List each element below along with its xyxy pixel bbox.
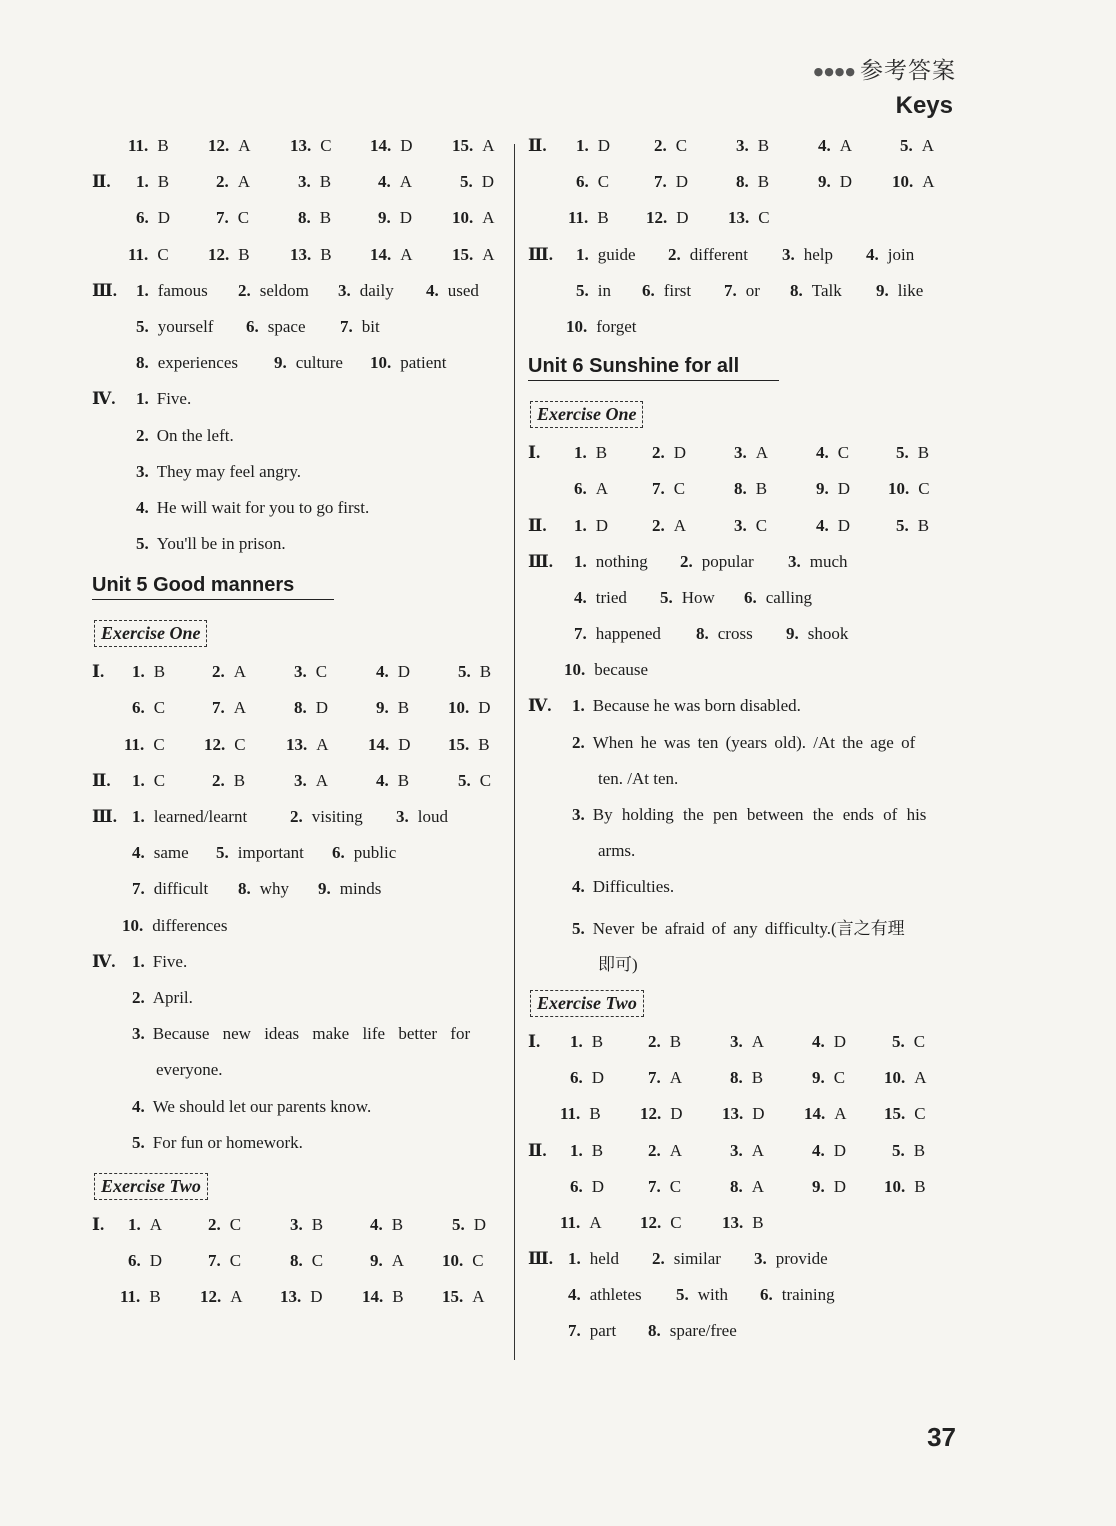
answer-item: 2. similar — [652, 1249, 721, 1269]
answer-row — [92, 1097, 514, 1133]
answer-text: 5. You'll be in prison. — [136, 534, 286, 554]
answer-row — [92, 952, 514, 988]
answer-item: 6. D — [128, 1251, 163, 1271]
answer-item: 11. A — [560, 1212, 602, 1232]
answer-text-continued: arms. — [598, 841, 636, 861]
section-numeral: Ⅲ. — [528, 551, 553, 571]
answer-item: 4. A — [818, 136, 853, 155]
answer-text: 1. Five. — [132, 951, 188, 971]
answer-text: 3. By holding the pen between the ends of his — [572, 805, 927, 824]
answer-row — [528, 1032, 956, 1068]
answer-item: 12. C — [640, 1212, 682, 1232]
answer-row — [92, 208, 514, 244]
answer-item: 7. C — [208, 1251, 242, 1271]
answer-item: 6. public — [332, 843, 397, 863]
answer-text: 1. Five. — [136, 389, 192, 409]
answer-row — [528, 733, 956, 769]
answer-item: 5. in — [576, 280, 611, 300]
answer-text-continued: ten. /At ten. — [598, 768, 679, 788]
answer-item: 9. C — [812, 1068, 846, 1088]
answer-text: 5. For fun or homework. — [132, 1132, 303, 1152]
answer-item: 1. A — [128, 1214, 163, 1234]
section-numeral: Ⅰ. — [92, 662, 105, 682]
answer-item: 10. patient — [370, 353, 447, 373]
answer-item: 6. A — [574, 479, 609, 499]
answer-item: 4. D — [376, 662, 411, 682]
answer-item: 3. B — [290, 1214, 324, 1234]
answer-item: 8. B — [298, 208, 332, 228]
exercise-label: Exercise Two — [94, 1173, 208, 1200]
answer-item: 9. D — [816, 479, 851, 499]
answer-item: 8. cross — [696, 624, 753, 644]
answer-row — [528, 443, 956, 479]
exercise-label: Exercise One — [94, 620, 207, 647]
answer-item: 10. D — [448, 698, 491, 718]
answer-row — [92, 172, 514, 208]
answer-item: 3. loud — [396, 807, 448, 826]
answer-item: 5. A — [900, 136, 935, 155]
answer-item: 2. A — [652, 515, 687, 535]
answer-item: 11. C — [128, 244, 169, 264]
answer-item: 10. C — [888, 479, 930, 499]
answer-item: 13. B — [722, 1212, 764, 1232]
header-title-text: 参考答案 — [860, 58, 956, 84]
answer-item: 8. B — [736, 172, 770, 192]
answer-item: 6. D — [570, 1176, 605, 1196]
answer-item: 12. A — [208, 136, 251, 155]
answer-item: 2. seldom — [238, 280, 309, 300]
answer-item: 6. space — [246, 316, 306, 336]
page-header-keys: Keys — [895, 92, 953, 119]
unit-title-text: Unit 5 Good manners — [92, 574, 334, 600]
answer-item: 8. D — [294, 698, 329, 718]
answer-item: 9. shook — [786, 624, 849, 644]
answer-item: 8. C — [290, 1251, 324, 1271]
answer-item: 14. D — [368, 734, 411, 754]
answer-item: 2. different — [668, 244, 748, 264]
answer-row — [92, 988, 514, 1024]
answer-item: 9. D — [812, 1176, 847, 1196]
answer-row — [528, 1141, 956, 1177]
answer-row — [528, 516, 956, 552]
unit-title — [92, 574, 514, 616]
answer-text-continued: everyone. — [156, 1060, 223, 1080]
answer-item: 8. spare/free — [648, 1321, 737, 1341]
answer-item: 12. B — [208, 244, 250, 264]
answer-row — [92, 807, 514, 843]
answer-item: 9. D — [378, 208, 413, 228]
answer-item: 7. D — [654, 172, 689, 192]
answer-text-continued: 即可) — [598, 954, 638, 974]
answer-item: 4. join — [866, 244, 915, 264]
answer-text: 4. Difficulties. — [572, 877, 675, 897]
answer-item: 14. D — [370, 136, 413, 155]
exercise-heading — [92, 616, 514, 662]
answer-item: 2. A — [648, 1140, 683, 1160]
answer-item: 10. because — [564, 660, 649, 680]
answer-row — [528, 624, 956, 660]
answer-item: 3. A — [734, 443, 769, 463]
answer-item: 10. A — [884, 1068, 927, 1088]
answer-item: 5. yourself — [136, 316, 214, 336]
answer-text: 3. They may feel angry. — [136, 461, 302, 481]
answer-item: 1. nothing — [574, 551, 648, 571]
answer-item: 8. Talk — [790, 280, 842, 300]
answer-item: 1. famous — [136, 280, 208, 300]
answer-item: 7. bit — [340, 316, 380, 336]
answer-row — [528, 1249, 956, 1285]
answer-item: 13. D — [722, 1104, 765, 1124]
answer-item: 1. B — [574, 443, 608, 463]
answer-row — [528, 1177, 956, 1213]
answer-item: 6. calling — [744, 587, 813, 607]
answer-row — [92, 735, 514, 771]
answer-item: 13. C — [290, 136, 332, 155]
answer-item: 13. B — [290, 244, 332, 264]
answer-row — [92, 136, 514, 172]
answer-item: 2. B — [212, 770, 246, 790]
answer-item: 4. same — [132, 843, 189, 863]
answer-item: 6. training — [760, 1285, 835, 1305]
answer-item: 5. How — [660, 587, 715, 607]
answer-item: 5. with — [676, 1285, 728, 1305]
answer-item: 6. C — [576, 172, 610, 192]
answer-row — [528, 1285, 956, 1321]
answer-item: 5. C — [458, 770, 492, 790]
answer-item: 3. A — [730, 1140, 765, 1160]
answer-item: 8. experiences — [136, 353, 238, 373]
answer-row — [92, 534, 514, 570]
answer-text: 4. We should let our parents know. — [132, 1096, 372, 1116]
page-number: 37 — [927, 1422, 956, 1452]
answer-item: 15. B — [448, 734, 490, 754]
answer-text: 2. April. — [132, 987, 193, 1007]
answer-item: 2. visiting — [290, 807, 363, 826]
answer-item: 14. A — [370, 244, 413, 264]
answer-item: 7. happened — [574, 624, 661, 644]
answer-item: 3. C — [734, 515, 768, 535]
answer-item: 9. B — [376, 698, 410, 718]
section-numeral: Ⅲ. — [92, 280, 117, 300]
section-numeral: Ⅲ. — [528, 244, 553, 264]
section-numeral: Ⅰ. — [528, 1031, 541, 1051]
section-numeral: Ⅰ. — [528, 443, 541, 463]
answer-item: 6. D — [136, 208, 171, 228]
answer-row — [92, 879, 514, 915]
answer-item: 4. D — [812, 1140, 847, 1160]
unit-title-text: Unit 6 Sunshine for all — [528, 355, 779, 381]
divider-line — [514, 144, 515, 1360]
answer-item: 12. C — [204, 734, 246, 754]
answer-item: 15. C — [884, 1104, 926, 1124]
answer-item: 13. D — [280, 1287, 323, 1307]
answer-item: 6. first — [642, 280, 692, 300]
answer-item: 5. B — [458, 662, 492, 682]
answer-item: 4. used — [426, 280, 479, 300]
answer-item: 1. D — [574, 515, 609, 535]
answer-item: 10. A — [452, 208, 495, 228]
page-header-title — [814, 52, 956, 85]
answer-row — [528, 805, 956, 841]
answer-row — [528, 245, 956, 281]
exercise-heading — [92, 1169, 514, 1215]
section-numeral: Ⅳ. — [92, 951, 116, 971]
answer-item: 1. B — [132, 662, 166, 682]
section-numeral: Ⅳ. — [92, 389, 116, 409]
answer-item: 8. B — [734, 479, 768, 499]
section-numeral: Ⅱ. — [92, 172, 111, 192]
answer-row — [92, 281, 514, 317]
exercise-label: Exercise One — [530, 401, 643, 428]
section-numeral: Ⅱ. — [528, 515, 547, 535]
answer-item: 11. B — [568, 208, 609, 228]
right-column — [528, 136, 956, 1358]
answer-item: 15. A — [452, 244, 495, 264]
answer-item: 14. A — [804, 1104, 847, 1124]
answer-row — [528, 172, 956, 208]
exercise-heading — [528, 397, 956, 443]
answer-row — [528, 769, 956, 805]
answer-row — [92, 426, 514, 462]
answer-item: 4. A — [378, 172, 413, 192]
answer-item: 3. A — [730, 1031, 765, 1051]
answer-row — [528, 317, 956, 353]
section-numeral: Ⅲ. — [92, 807, 117, 826]
answer-item: 4. B — [370, 1214, 404, 1234]
answer-row — [528, 877, 956, 913]
answer-text: 1. Because he was born disabled. — [572, 696, 801, 716]
answer-item: 9. D — [818, 172, 853, 192]
answer-row — [92, 843, 514, 879]
answer-item: 10. differences — [122, 915, 228, 935]
answer-text: 3. Because new ideas make life better for — [132, 1024, 471, 1044]
answer-row — [92, 353, 514, 389]
answer-item: 3. daily — [338, 280, 394, 300]
answer-item: 10. forget — [566, 316, 637, 336]
answer-text: 4. He will wait for you to go first. — [136, 497, 370, 517]
answer-row — [92, 1287, 514, 1323]
answer-row — [528, 208, 956, 244]
answer-item: 1. held — [568, 1249, 620, 1269]
answer-item: 7. or — [724, 280, 760, 300]
answer-item: 9. A — [370, 1251, 405, 1271]
answer-item: 1. B — [570, 1140, 604, 1160]
answer-item: 7. C — [652, 479, 686, 499]
answer-row — [92, 698, 514, 734]
answer-row — [92, 1024, 514, 1060]
answer-row — [92, 1251, 514, 1287]
answer-item: 3. help — [782, 244, 834, 264]
answer-item: 15. A — [442, 1287, 485, 1307]
answer-item: 12. D — [640, 1104, 683, 1124]
unit-title — [528, 355, 956, 397]
answer-item: 1. guide — [576, 244, 636, 264]
answer-item: 3. C — [294, 662, 328, 682]
answer-item: 3. much — [788, 551, 848, 571]
answer-item: 2. popular — [680, 551, 754, 571]
answer-item: 4. C — [816, 443, 850, 463]
answer-row — [92, 1060, 514, 1096]
answer-item: 8. why — [238, 879, 290, 899]
answer-item: 1. B — [136, 172, 170, 192]
answer-item: 13. C — [728, 208, 770, 228]
answer-item: 2. C — [208, 1214, 242, 1234]
answer-item: 10. C — [442, 1251, 484, 1271]
answer-item: 10. A — [892, 172, 935, 192]
answer-text: 2. When he was ten (years old). /At the age of — [572, 732, 916, 752]
answer-item: 1. D — [576, 136, 611, 155]
answer-row — [92, 1133, 514, 1169]
answer-item: 9. like — [876, 280, 924, 300]
section-numeral: Ⅰ. — [92, 1214, 105, 1234]
answer-item: 6. C — [132, 698, 166, 718]
answer-row — [528, 660, 956, 696]
answer-item: 1. B — [570, 1031, 604, 1051]
answer-item: 12. A — [200, 1287, 243, 1307]
section-numeral: Ⅲ. — [528, 1249, 553, 1269]
answer-item: 7. C — [216, 208, 250, 228]
answer-row — [92, 245, 514, 281]
answer-item: 3. B — [298, 172, 332, 192]
answer-item: 4. tried — [574, 587, 627, 607]
answer-item: 11. B — [120, 1287, 161, 1307]
answer-item: 3. A — [294, 770, 329, 790]
answer-row — [528, 281, 956, 317]
answer-row — [92, 1215, 514, 1251]
answer-item: 7. A — [648, 1068, 683, 1088]
section-numeral: Ⅱ. — [528, 1140, 547, 1160]
answer-text: 2. On the left. — [136, 425, 234, 445]
answer-item: 9. minds — [318, 879, 382, 899]
answer-item: 11. C — [124, 734, 165, 754]
answer-item: 2. C — [654, 136, 688, 155]
answer-item: 9. culture — [274, 353, 343, 373]
answer-item: 4. athletes — [568, 1285, 642, 1305]
answer-row — [528, 950, 956, 986]
answer-item: 8. A — [730, 1176, 765, 1196]
section-numeral: Ⅱ. — [92, 770, 111, 790]
answer-item: 15. A — [452, 136, 495, 155]
answer-item: 7. part — [568, 1321, 617, 1341]
answer-row — [528, 914, 956, 950]
answer-item: 5. D — [460, 172, 495, 192]
answer-row — [92, 317, 514, 353]
answer-item: 2. A — [216, 172, 251, 192]
answer-row — [528, 1321, 956, 1357]
answer-row — [92, 771, 514, 807]
answer-item: 2. D — [652, 443, 687, 463]
answer-row — [92, 462, 514, 498]
answer-item: 5. D — [452, 1214, 487, 1234]
answer-item: 3. provide — [754, 1249, 828, 1269]
section-numeral: Ⅳ. — [528, 696, 552, 716]
answer-item: 7. A — [212, 698, 247, 718]
answer-item: 14. B — [362, 1287, 404, 1307]
answer-item: 3. B — [736, 136, 770, 155]
answer-row — [92, 662, 514, 698]
answer-item: 1. C — [132, 770, 166, 790]
answer-item: 13. A — [286, 734, 329, 754]
answer-item: 5. B — [892, 1140, 926, 1160]
header-dots: ●●●● — [813, 65, 856, 78]
exercise-label: Exercise Two — [530, 990, 644, 1017]
answer-row — [528, 1104, 956, 1140]
answer-item: 1. learned/learnt — [132, 807, 248, 826]
answer-item: 10. B — [884, 1176, 926, 1196]
answer-item: 5. B — [896, 443, 930, 463]
answer-item: 4. D — [812, 1031, 847, 1051]
answer-item: 4. D — [816, 515, 851, 535]
answer-row — [528, 696, 956, 732]
answer-row — [528, 552, 956, 588]
answer-item: 2. A — [212, 662, 247, 682]
answer-row — [528, 479, 956, 515]
answer-row — [528, 1213, 956, 1249]
section-numeral: Ⅱ. — [528, 136, 547, 155]
answer-row — [528, 588, 956, 624]
answer-row — [92, 389, 514, 425]
answer-item: 6. D — [570, 1068, 605, 1088]
answer-row — [528, 841, 956, 877]
answer-item: 4. B — [376, 770, 410, 790]
answer-item: 2. B — [648, 1031, 682, 1051]
answer-row — [92, 498, 514, 534]
answer-item: 5. B — [896, 515, 930, 535]
answer-item: 12. D — [646, 208, 689, 228]
answer-item: 7. C — [648, 1176, 682, 1196]
left-column — [92, 136, 514, 1323]
answer-row — [528, 1068, 956, 1104]
answer-item: 8. B — [730, 1068, 764, 1088]
answer-text: 5. Never be afraid of any difficulty.(言之有理 — [572, 918, 905, 938]
exercise-heading — [528, 986, 956, 1032]
answer-item: 11. B — [128, 136, 169, 155]
answer-item: 11. B — [560, 1104, 601, 1124]
answer-item: 5. important — [216, 843, 304, 863]
answer-row — [92, 916, 514, 952]
answer-row — [528, 136, 956, 172]
answer-item: 5. C — [892, 1031, 926, 1051]
answer-item: 7. difficult — [132, 879, 209, 899]
